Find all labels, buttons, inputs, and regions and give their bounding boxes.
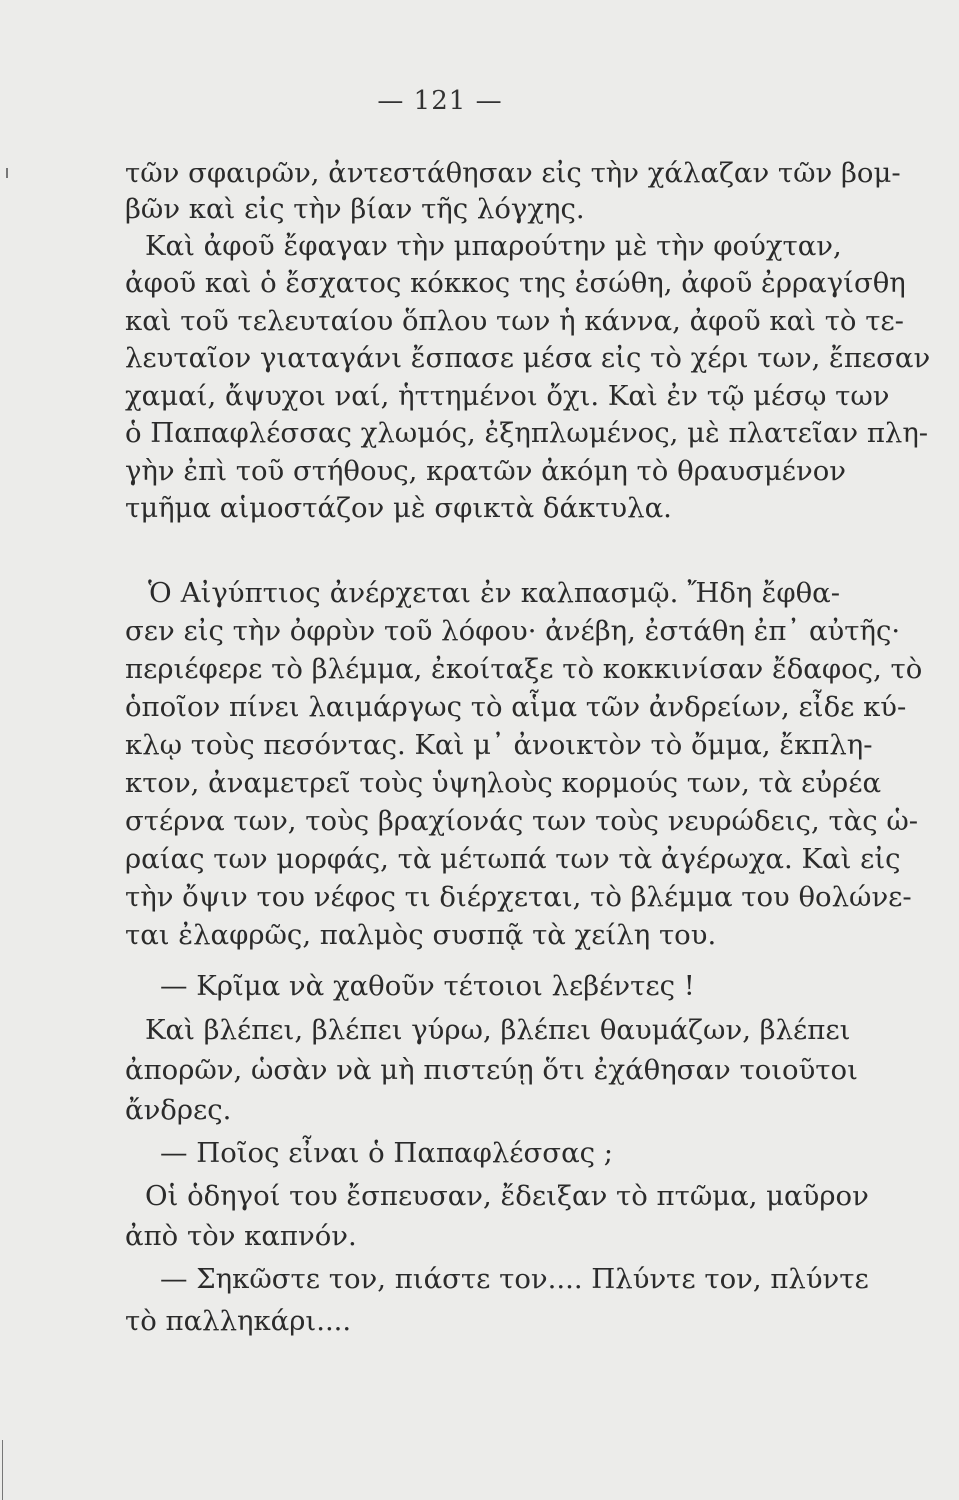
text-line: Καὶ βλέπει, βλέπει γύρω, βλέπει θαυμάζων, βλέπει — [145, 1014, 851, 1046]
text-line: ται ἐλαφρῶς, παλμὸς συσπᾷ τὰ χείλη του. — [125, 919, 717, 951]
text-line: στέρνα των, τοὺς βραχίονάς των τοὺς νευρώδεις, τὰς ὡ- — [125, 805, 919, 837]
text-line: ὁ Παπαφλέσσας χλωμός, ἐξηπλωμένος, μὲ πλατεῖαν πλη- — [125, 417, 929, 449]
text-line: σεν εἰς τὴν ὀφρὺν τοῦ λόφου· ἀνέβη, ἐστάθη ἐπ᾽ αὐτῆς· — [125, 615, 901, 647]
text-line: τμῆμα αἱμοστάζον μὲ σφικτὰ δάκτυλα. — [125, 492, 672, 524]
text-line: ἀπὸ τὸν καπνόν. — [125, 1220, 357, 1252]
text-line: ἄνδρες. — [125, 1094, 232, 1126]
text-line: καὶ τοῦ τελευταίου ὅπλου των ἡ κάννα, ἀφοῦ καὶ τὸ τε- — [125, 305, 904, 337]
page-number: — 121 — — [377, 86, 503, 116]
text-line: ραίας των μορφάς, τὰ μέτωπά των τὰ ἀγέρωχα. Καὶ εἰς — [125, 843, 901, 875]
text-line: — Ποῖος εἶναι ὁ Παπαφλέσσας ; — [160, 1137, 614, 1169]
text-line: κλῳ τοὺς πεσόντας. Καὶ μ᾽ ἀνοικτὸν τὸ ὄμμα, ἔκπλη- — [125, 729, 873, 761]
margin-mark — [2, 1440, 3, 1500]
text-line: λευταῖον γιαταγάνι ἔσπασε μέσα εἰς τὸ χέρι των, ἔπεσαν — [125, 342, 931, 374]
text-line: Καὶ ἀφοῦ ἔφαγαν τὴν μπαρούτην μὲ τὴν φούχταν, — [145, 230, 842, 262]
text-line: — Κρῖμα νὰ χαθοῦν τέτοιοι λεβέντες ! — [160, 970, 695, 1002]
text-line: τὴν ὄψιν του νέφος τι διέρχεται, τὸ βλέμμα του θολώνε- — [125, 881, 912, 913]
text-line: περιέφερε τὸ βλέμμα, ἐκοίταξε τὸ κοκκινίσαν ἔδαφος, τὸ — [125, 653, 923, 685]
text-line: χαμαί, ἄψυχοι ναί, ἡττημένοι ὄχι. Καὶ ἐν τῷ μέσῳ των — [125, 380, 890, 412]
text-line: Οἱ ὁδηγοί του ἔσπευσαν, ἔδειξαν τὸ πτῶμα, μαῦρον — [145, 1180, 869, 1212]
text-line: κτον, ἀναμετρεῖ τοὺς ὑψηλοὺς κορμούς των, τὰ εὐρέα — [125, 767, 882, 799]
text-line: τῶν σφαιρῶν, ἀντεστάθησαν εἰς τὴν χάλαζαν τῶν βομ- — [125, 157, 901, 189]
text-line: γὴν ἐπὶ τοῦ στήθους, κρατῶν ἀκόμη τὸ θραυσμένον — [125, 455, 846, 487]
margin-mark — [6, 168, 8, 178]
text-line: ὁποῖον πίνει λαιμάργως τὸ αἷμα τῶν ἀνδρείων, εἶδε κύ- — [125, 691, 907, 723]
text-line: — Σηκῶστε τον, πιάστε τον.... Πλύντε τον, πλύντε — [160, 1263, 869, 1295]
text-line: Ὁ Αἰγύπτιος ἀνέρχεται ἐν καλπασμῷ. Ἤδη ἔφθα- — [148, 577, 840, 609]
text-line: ἀφοῦ καὶ ὁ ἔσχατος κόκκος της ἐσώθη, ἀφοῦ ἐρραγίσθη — [125, 267, 906, 299]
text-line: ἀπορῶν, ὡσὰν νὰ μὴ πιστεύῃ ὅτι ἐχάθησαν τοιοῦτοι — [125, 1054, 858, 1086]
text-line: τὸ παλληκάρι.... — [125, 1305, 352, 1337]
text-line: βῶν καὶ εἰς τὴν βίαν τῆς λόγχης. — [125, 193, 585, 225]
